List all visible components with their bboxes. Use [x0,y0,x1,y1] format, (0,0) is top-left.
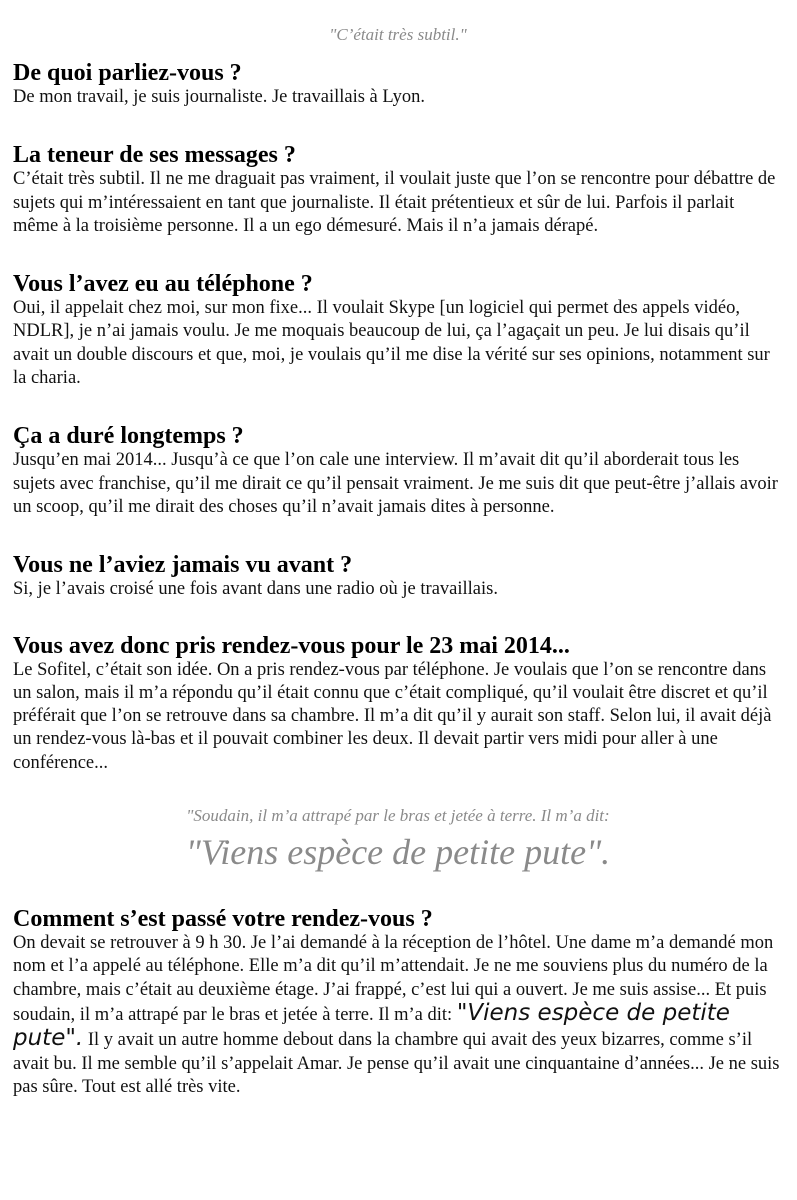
qa-section-4 [13,423,783,519]
answer-paragraph: Si, je l’avais croisé une fois avant dans une radio où je travaillais. [13,579,498,600]
question-heading: La teneur de ses messages ? [13,142,296,169]
answer-paragraph [13,932,783,1099]
answer-paragraph: Jusqu’en mai 2014... Jusqu’à ce que l’on cale une interview. Il m’avait dit qu’il aborderait tous les sujets avec franchise, qu’il me dirait ce qu’il pensait vraiment. Je me suis dit que peut-être j’allais avoir un scoop, qu’il me dirait des choses qu’il n’avait jamais dites à personne. [13,450,778,517]
qa-section-3 [13,271,783,390]
pull-quote-highlight: "Viens espèce de petite pute". [185,832,611,873]
qa-section-1 [13,60,783,109]
question-heading: Comment s’est passé votre rendez-vous ? [13,906,433,933]
question-heading: Vous l’avez eu au téléphone ? [13,271,313,298]
qa-section-2 [13,142,783,238]
answer-paragraph: De mon travail, je suis journaliste. Je travaillais à Lyon. [13,87,426,107]
qa-section-5 [13,552,783,601]
answer-paragraph: Oui, il appelait chez moi, sur mon fixe... Il voulait Skype [un logiciel qui permet des appels vidéo, NDLR], je n’ai jamais voulu. Je me moquais beaucoup de lui, ça l’agaçait un peu. Je lui disais qu’il avait un double discours et que, moi, je voulais qu’il me dise la vérité sur ses opinions, notamment sur la charia. [13,298,770,389]
inline-quote: "Viens espèce de petite pute". [13,999,730,1052]
answer-text-before: On devait se retrouver à 9 h 30. Je l’ai demandé à la réception de l’hôtel. Une dame m’a demandé mon nom et l’a appelé au téléphone. Elle m’a dit qu’il m’attendait. Je ne me souviens plus du numéro de la chambre, mais c’était au deuxième étage. J’ai frappé, c’est lui qui a ouvert. Je me suis assise... Et puis soudain, il m’a attrapé par le bras et jetée à terre. Il m’a dit: [13,933,774,1025]
answer-paragraph: Le Sofitel, c’était son idée. On a pris rendez-vous par téléphone. Je voulais que l’on se rencontre dans un salon, mais il m’a répondu qu’il était connu que c’était compliqué, qu’il voulait être discret et qu’il préférait que l’on se retrouve dans sa chambre. Il m’a dit qu’il y aurait son staff. Selon lui, il avait déjà un rendez-vous là-bas et il pouvait combiner les deux. Il devait partir vers midi pour aller à une conférence... [13,659,772,773]
question-heading: Vous avez donc pris rendez-vous pour le 23 mai 2014... [13,632,570,659]
answer-paragraph: C’était très subtil. Il ne me draguait pas vraiment, il voulait juste que l’on se rencontre pour débattre de sujets qui m’intéressaient en tant que journaliste. Il était prétentieux et sûr de lui. Parfois il parlait même à la troisième personne. Il a un ego démesuré. Mais il n’a jamais dérapé. [13,169,776,236]
qa-section-6 [13,633,783,775]
pull-quote-intro: "Soudain, il m’a attrapé par le bras et jetée à terre. Il m’a dit: [186,806,610,826]
question-heading: Vous ne l’aviez jamais vu avant ? [13,552,353,579]
top-pull-quote: "C’était très subtil." [329,25,467,44]
question-heading: Ça a duré longtemps ? [13,423,244,450]
qa-section-7 [13,906,783,1099]
answer-text-after: Il y avait un autre homme debout dans la chambre qui avait des yeux bizarres, comme s’il avait bu. Il me semble qu’il s’appelait Amar. Je pense qu’il avait une cinquantaine d’années... Je ne suis pas sûre. Tout est allé très vite. [13,1030,780,1097]
question-heading: De quoi parliez-vous ? [13,60,242,86]
